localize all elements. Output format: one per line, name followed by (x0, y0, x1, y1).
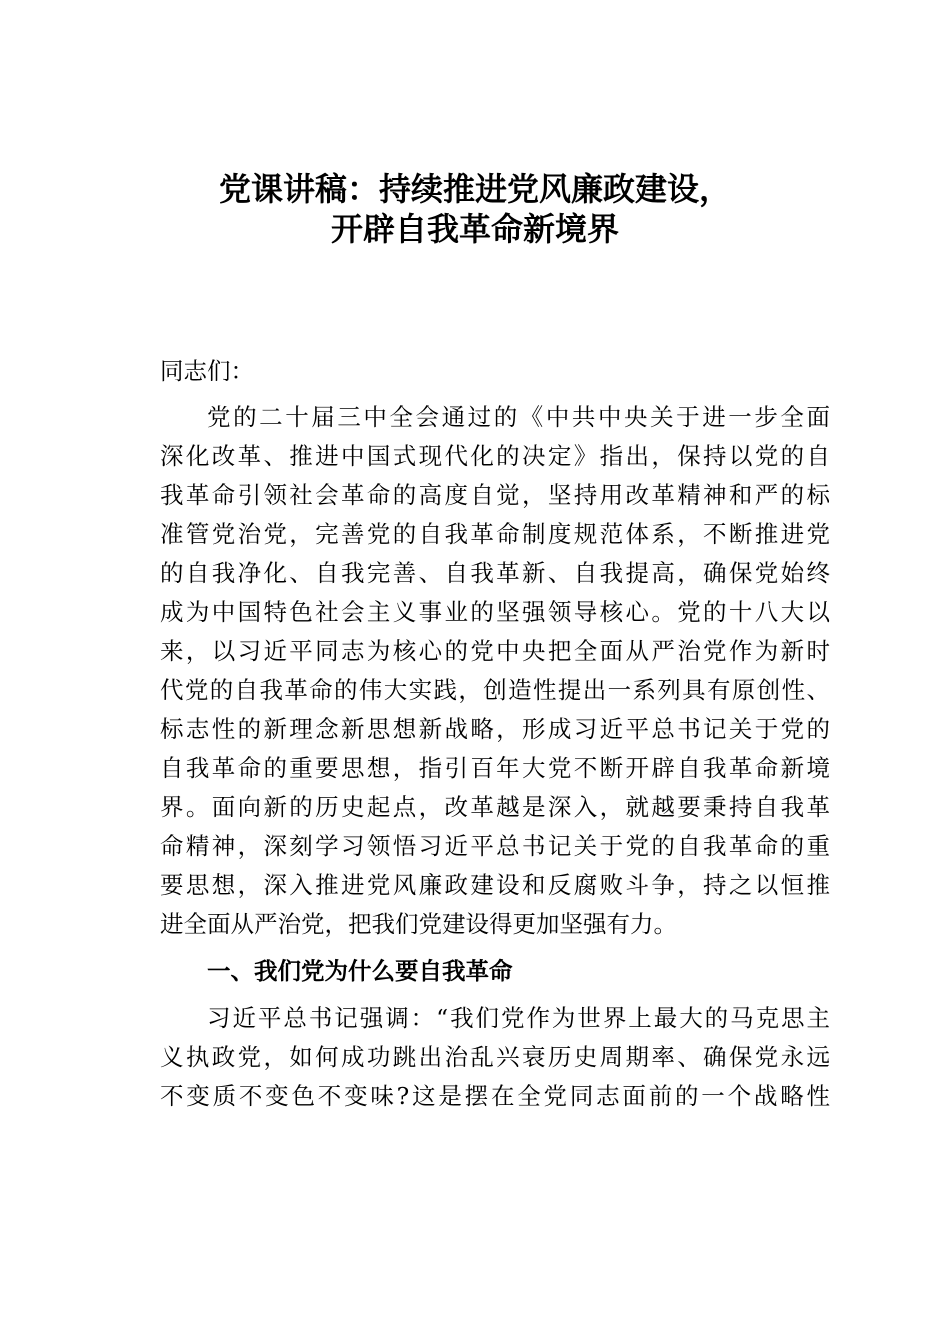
paragraph-2-line-3: 不变质不变色不变味?这是摆在全党同志面前的一个战略性 (160, 1082, 830, 1110)
paragraph-1-line-12: 命精神，深刻学习领悟习近平总书记关于党的自我革命的重 (160, 832, 830, 860)
paragraph-1-line-5: 的自我净化、自我完善、自我革新、自我提高，确保党始终 (160, 559, 830, 587)
paragraph-2-line-2: 义执政党，如何成功跳出治乱兴衰历史周期率、确保党永远 (160, 1043, 830, 1071)
paragraph-1-line-3: 我革命引领社会革命的高度自觉，坚持用改革精神和严的标 (160, 481, 830, 509)
document-title-line-1: 党课讲稿：持续推进党风廉政建设， (218, 170, 731, 208)
paragraph-1-line-13: 要思想，深入推进党风廉政建设和反腐败斗争，持之以恒推 (160, 871, 830, 899)
paragraph-1-line-9: 标志性的新理念新思想新战略，形成习近平总书记关于党的 (160, 715, 830, 743)
paragraph-1-line-11: 界。面向新的历史起点，改革越是深入，就越要秉持自我革 (160, 793, 830, 821)
paragraph-1-line-8: 代党的自我革命的伟大实践，创造性提出一系列具有原创性、 (160, 676, 830, 704)
paragraph-1-line-4: 准管党治党，完善党的自我革命制度规范体系，不断推进党 (160, 520, 830, 548)
paragraph-1-line-10: 自我革命的重要思想，指引百年大党不断开辟自我革命新境 (160, 754, 830, 782)
salutation: 同志们： (160, 357, 254, 385)
paragraph-1-line-6: 成为中国特色社会主义事业的坚强领导核心。党的十八大以 (160, 598, 830, 626)
paragraph-1-line-7: 来，以习近平同志为核心的党中央把全面从严治党作为新时 (160, 637, 830, 665)
paragraph-1-line-1: 党的二十届三中全会通过的《中共中央关于进一步全面 (207, 403, 830, 431)
paragraph-1-line-14: 进全面从严治党，把我们党建设得更加坚强有力。 (160, 910, 677, 938)
paragraph-2-line-1: 习近平总书记强调：“我们党作为世界上最大的马克思主 (207, 1004, 830, 1032)
section-1-heading: 一、我们党为什么要自我革命 (207, 957, 513, 985)
document-title-line-2: 开辟自我革命新境界 (330, 210, 619, 248)
paragraph-1-line-2: 深化改革、推进中国式现代化的决定》指出，保持以党的自 (160, 442, 830, 470)
